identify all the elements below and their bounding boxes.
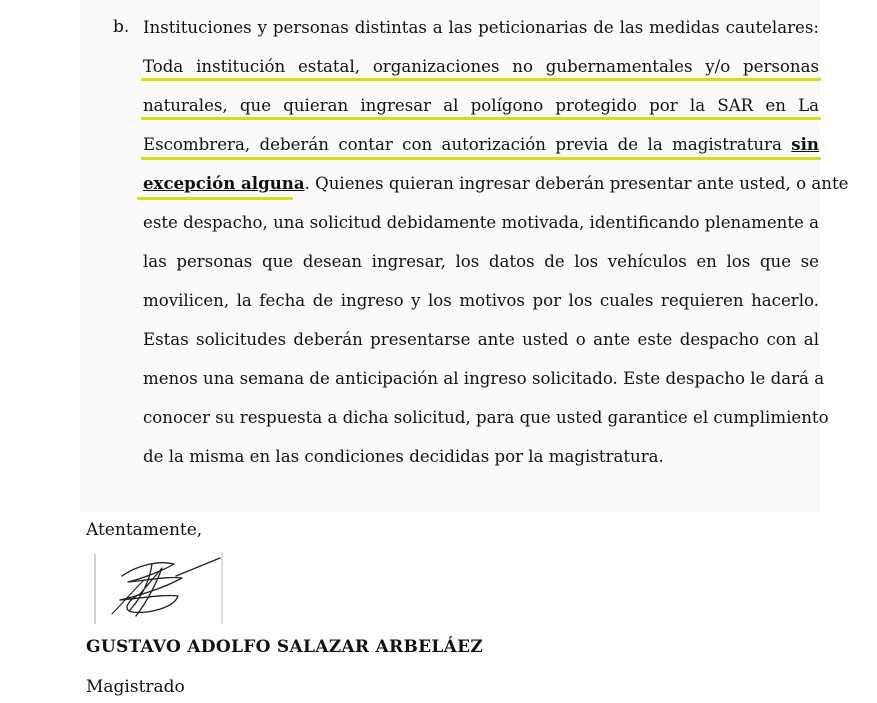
highlight-mark [141,117,821,120]
highlight-mark [141,157,821,160]
text-line: movilicen, la fecha de ingreso y los motivos por los cuales requieren hacerlo. [143,291,819,310]
text-segment: . Quienes quieran ingresar deberán presentar ante usted, o ante [304,174,849,193]
emphasis-text: excepción alguna [143,173,305,193]
handwritten-signature-icon [92,550,224,626]
text-line: conocer su respuesta a dicha solicitud, para que usted garantice el cumplimiento [143,408,829,427]
text-line: naturales, que quieran ingresar al polígono protegido por la SAR en La [143,96,819,115]
emphasis-text: sin [791,134,819,154]
text-line: Toda institución estatal, organizaciones no gubernamentales y/o personas [143,57,819,76]
text-line: Estas solicitudes deberán presentarse ante usted o ante este despacho con al [143,330,819,349]
text-line: este despacho, una solicitud debidamente motivada, identificando plenamente a [143,213,820,232]
text-line: Instituciones y personas distintas a las peticionarias de las medidas cautelares: [143,18,819,37]
highlight-mark [137,197,293,200]
list-marker: b. [113,17,130,37]
signer-role: Magistrado [86,677,185,697]
signer-name: GUSTAVO ADOLFO SALAZAR ARBELÁEZ [86,637,484,657]
text-line: menos una semana de anticipación al ingreso solicitado. Este despacho le dará a [143,369,825,388]
closing-salutation: Atentamente, [86,520,203,540]
text-line: de la misma en las condiciones decididas por la magistratura. [143,447,664,466]
highlight-mark [141,78,821,81]
text-line: las personas que desean ingresar, los datos de los vehículos en los que se [143,252,819,271]
text-segment: Escombrera, deberán contar con autorización previa de la magistratura [143,135,782,154]
